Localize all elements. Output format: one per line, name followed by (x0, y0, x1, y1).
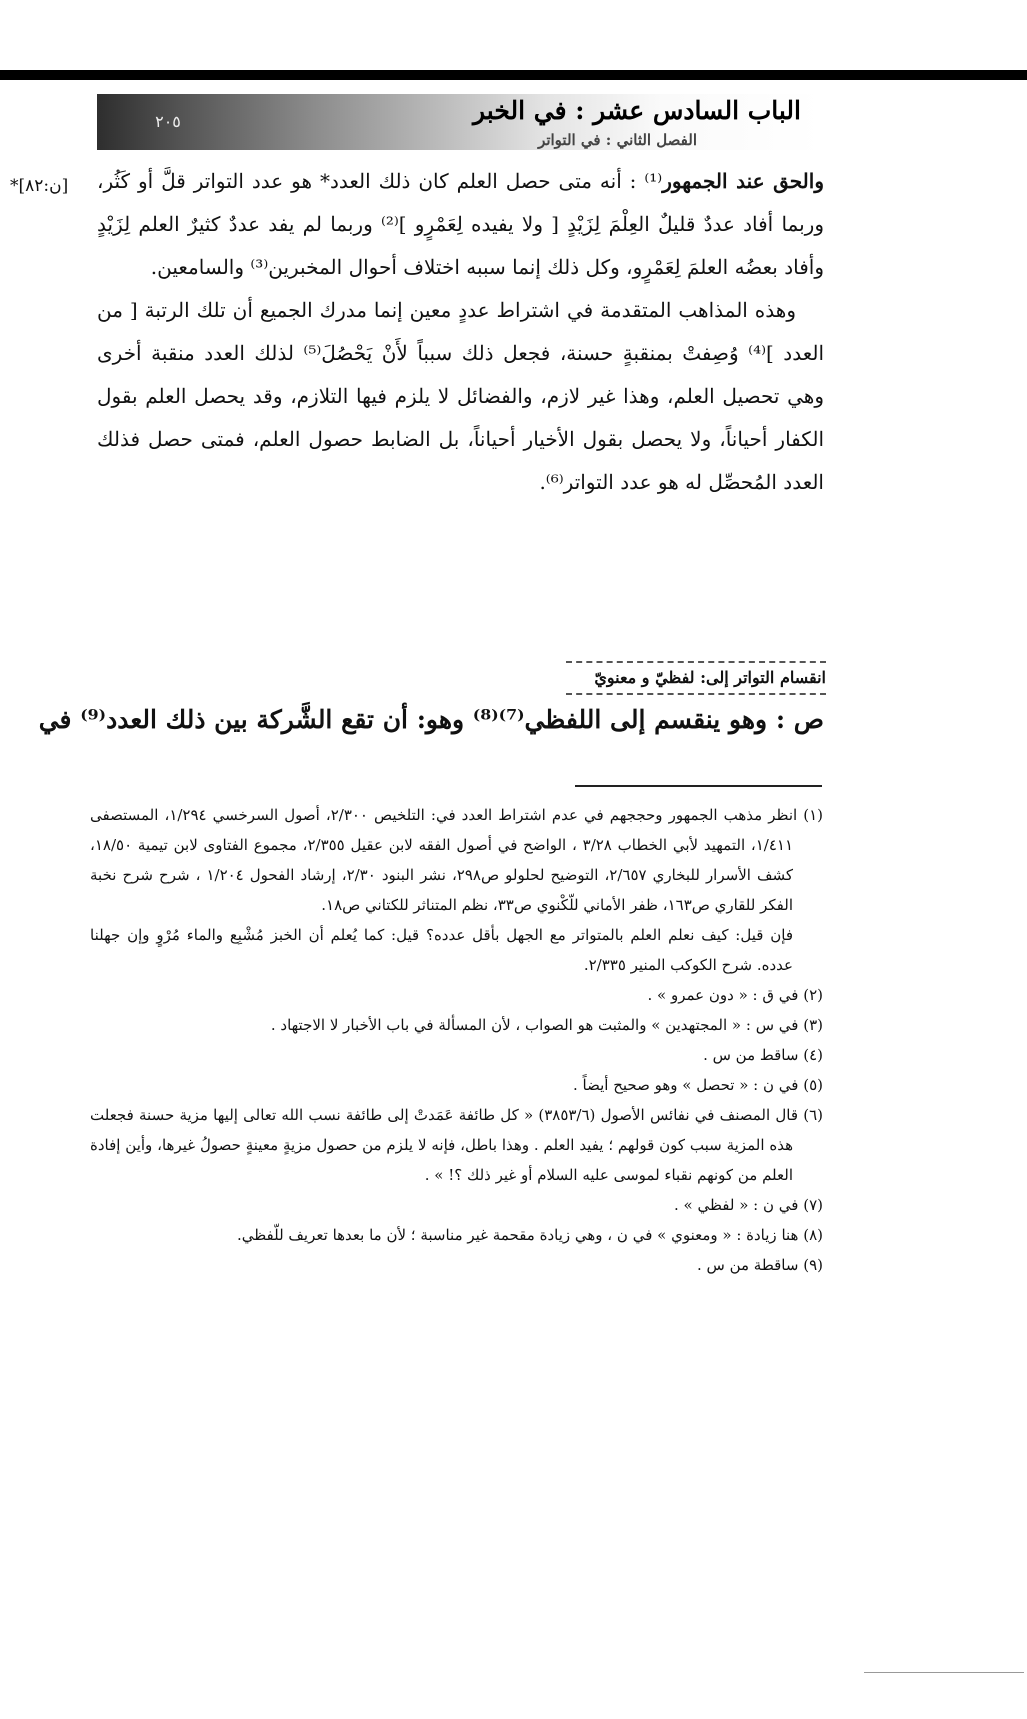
footnote-6: (٦) قال المصنف في نفائس الأصول (٣٨٥٣/٦) « كل طائفة عَمَدتْ إلى طائفة نسب الله تعالى إليها مزية حسنة فجعلت هذه المزية سبب كون قولهم ؛ يفيد العلم . وهذا باطل، فإنه لا يلزم من حصول مزيةٍ معينةٍ حصولُ غيرها، وأين إفادة العلم من كونهم نقباء لموسى عليه السلام أو غير ذلك ؟! » . (90, 1106, 823, 1184)
footnote-1-continued: فإن قيل: كيف نعلم العلم بالمتواتر مع الجهل بأقل عدده؟ قيل: كما يُعلم أن الخبز مُشْبِع والماء مُرْوٍ وإن جهلنا عدده. شرح الكوكب المنير ٢/٣٣٥. (90, 926, 793, 974)
margin-reference: [ن:٨٢]* (10, 176, 69, 196)
chapter-title: الباب السادس عشر : في الخبر (473, 96, 801, 125)
footnote-4: (٤) ساقط من س . (703, 1046, 823, 1064)
footnote-2: (٢) في ق : « دون عمرو » . (647, 986, 823, 1004)
footnote-9: (٩) ساقطة من س . (696, 1256, 823, 1274)
paragraph-2: وهذه المذاهب المتقدمة في اشتراط عددٍ معين إنما مدرك الجميع أن تلك الرتبة [ من العدد ]⁽⁴⁾ وُصِفتْ بمنقبةٍ حسنة، فجعل ذلك سبباً لأَنْ يَحْصُلَ⁽⁵⁾ لذلك العدد منقبة أخرى وهي تحصيل العلم، وهذا غير لازم، والفضائل لا يلزم فيها التلازم، وقد يحصل العلم بقول الكفار أحياناً، ولا يحصل بقول الأخيار أحياناً، بل الضابط حصول العلم، فمتى حصل فذلك العدد المُحصِّل له هو عدد التواتر⁽⁶⁾. (97, 298, 824, 494)
subsection-heading: انقسام التواتر إلى: لفظيّ و معنويّ (566, 661, 826, 695)
footnote-separator (575, 785, 822, 787)
footnotes (90, 800, 823, 1280)
paragraph-1 (97, 160, 824, 289)
footnote-3: (٣) في س : « المجتهدين » والمثبت هو الصواب ، لأن المسألة في باب الأخبار لا الاجتهاد . (270, 1016, 823, 1034)
top-rule (0, 70, 1027, 80)
footnote-8: (٨) هنا زيادة : « ومعنوي » في ن ، وهي زيادة مقحمة غير مناسبة ؛ لأن ما بعدها تعريف للّفظي. (236, 1226, 823, 1244)
matn-line: ص : وهو ينقسم إلى اللفظي⁽⁷⁾⁽⁸⁾ وهو: أن تقع الشَّركة بين ذلك العدد⁽⁹⁾ في (38, 705, 824, 734)
page-number: ٢٠٥ (155, 112, 181, 131)
paragraph-1-text: ⁽¹⁾ : أنه متى حصل العلم كان ذلك العدد* هو عدد التواتر قلَّ أو كَثُر، وربما أفاد عددٌ قليلٌ العِلْمَ لِزَيْدٍ [ ولا يفيده لِعَمْرٍو ]⁽²⁾ وربما لم يفد عددٌ كثيرٌ العلم لِزَيْدٍ وأفاد بعضُه العلمَ لِعَمْرٍو، وكل ذلك إنما سببه اختلاف أحوال المخبرين⁽³⁾ والسامعين. (97, 169, 824, 279)
main-text (97, 160, 824, 504)
paragraph-lead: والحق عند الجمهور (662, 169, 824, 193)
footnote-5: (٥) في ن : « تحصل » وهو صحيح أيضاً . (573, 1076, 823, 1094)
section-title: الفصل الثاني : في التواتر (538, 131, 697, 149)
footnote-7: (٧) في ن : « لفظي » . (674, 1196, 823, 1214)
footnote-1: (١) انظر مذهب الجمهور وحججهم في عدم اشتراط العدد في: التلخيص ٢/٣٠٠، أصول السرخسي ١/٢٩٤، المستصفى ١/٤١١، التمهيد لأبي الخطاب ٣/٢٨ ، الواضح في أصول الفقه لابن عقيل ٢/٣٥٥، مجموع الفتاوى لابن تيمية ١٨/٥٠، كشف الأسرار للبخاري ٢/٦٥٧، التوضيح لحلولو ص٢٩٨، نشر البنود ٢/٣٠، إرشاد الفحول ١/٢٠٤ ، شرح شرح نخبة الفكر للقاري ص١٦٣، ظفر الأماني للّكْنوي ص٣٣، نظم المتناثر للكتاني ص١٨. (90, 806, 824, 914)
bottom-rule (864, 1672, 1024, 1673)
